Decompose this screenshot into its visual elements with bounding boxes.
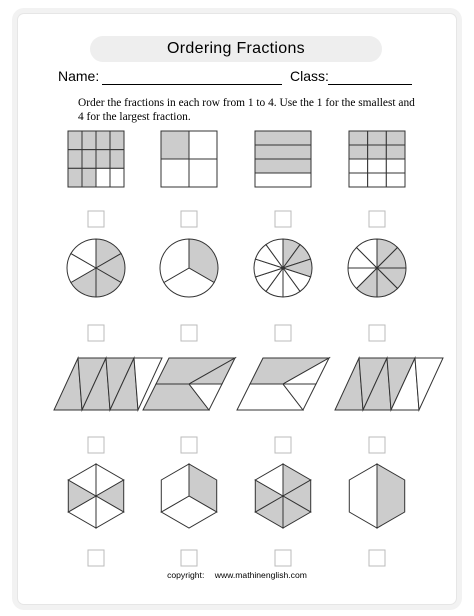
answer-box[interactable] bbox=[181, 211, 197, 227]
square-cell bbox=[386, 145, 405, 159]
page-title: Ordering Fractions bbox=[167, 40, 305, 57]
square-cell bbox=[96, 150, 110, 169]
answer-box[interactable] bbox=[181, 325, 197, 341]
fraction-circle bbox=[67, 239, 125, 297]
square-cell bbox=[386, 131, 405, 145]
answer-box[interactable] bbox=[181, 437, 197, 453]
footer-copyright bbox=[0, 570, 474, 580]
square-cell bbox=[68, 131, 82, 150]
answer-box[interactable] bbox=[88, 437, 104, 453]
square-cell bbox=[161, 159, 189, 187]
square-cell bbox=[368, 173, 387, 187]
instruction-line: 4 for the largest fraction. bbox=[78, 111, 191, 123]
square-cell bbox=[349, 173, 368, 187]
copyright-label: copyright: bbox=[167, 570, 205, 580]
fraction-hexagon bbox=[255, 464, 310, 528]
square-cell bbox=[161, 131, 189, 159]
parallelogram-piece bbox=[415, 358, 443, 410]
square-cell bbox=[68, 150, 82, 169]
square-cell bbox=[368, 131, 387, 145]
square-cell bbox=[96, 168, 110, 187]
answer-box[interactable] bbox=[88, 211, 104, 227]
answer-box[interactable] bbox=[275, 211, 291, 227]
copyright-site: www.mathinenglish.com bbox=[214, 570, 307, 580]
square-cell bbox=[96, 131, 110, 150]
class-label: Class: bbox=[290, 68, 329, 84]
square-strip bbox=[255, 145, 311, 159]
answer-box[interactable] bbox=[181, 550, 197, 566]
square-cell bbox=[386, 159, 405, 173]
square-cell bbox=[368, 145, 387, 159]
parallelogram-piece bbox=[54, 358, 82, 410]
square-cell bbox=[110, 131, 124, 150]
fraction-square bbox=[68, 131, 124, 187]
fraction-circle bbox=[254, 239, 312, 297]
square-cell bbox=[189, 131, 217, 159]
square-cell bbox=[349, 159, 368, 173]
square-cell bbox=[110, 168, 124, 187]
answer-box[interactable] bbox=[88, 550, 104, 566]
square-cell bbox=[368, 159, 387, 173]
fraction-square bbox=[161, 131, 217, 187]
parallelogram-piece bbox=[335, 358, 363, 410]
square-strip bbox=[255, 159, 311, 173]
answer-box[interactable] bbox=[275, 325, 291, 341]
square-cell bbox=[82, 131, 96, 150]
name-label: Name: bbox=[58, 68, 100, 84]
fraction-hexagon bbox=[161, 464, 216, 528]
square-strip bbox=[255, 131, 311, 145]
fraction-square bbox=[255, 131, 311, 187]
answer-box[interactable] bbox=[275, 437, 291, 453]
square-cell bbox=[82, 168, 96, 187]
fraction-circle bbox=[160, 239, 218, 297]
fraction-square bbox=[349, 131, 405, 187]
answer-box[interactable] bbox=[88, 325, 104, 341]
square-cell bbox=[82, 150, 96, 169]
square-cell bbox=[189, 159, 217, 187]
fraction-parallelogram bbox=[335, 358, 443, 410]
answer-box[interactable] bbox=[369, 211, 385, 227]
square-cell bbox=[386, 173, 405, 187]
answer-box[interactable] bbox=[275, 550, 291, 566]
answer-box[interactable] bbox=[369, 437, 385, 453]
square-cell bbox=[349, 131, 368, 145]
square-cell bbox=[68, 168, 82, 187]
hexagon-piece bbox=[349, 464, 377, 528]
hexagon-piece bbox=[377, 464, 405, 528]
fraction-parallelogram bbox=[237, 358, 329, 410]
square-cell bbox=[349, 145, 368, 159]
fraction-parallelogram bbox=[54, 358, 162, 410]
answer-box[interactable] bbox=[369, 550, 385, 566]
fraction-hexagon bbox=[349, 464, 404, 528]
fraction-hexagon bbox=[68, 464, 123, 528]
instruction-line: Order the fractions in each row from 1 to 4. Use the 1 for the smallest and bbox=[78, 97, 415, 109]
fraction-circle bbox=[348, 239, 406, 297]
square-strip bbox=[255, 173, 311, 187]
answer-box[interactable] bbox=[369, 325, 385, 341]
square-cell bbox=[110, 150, 124, 169]
